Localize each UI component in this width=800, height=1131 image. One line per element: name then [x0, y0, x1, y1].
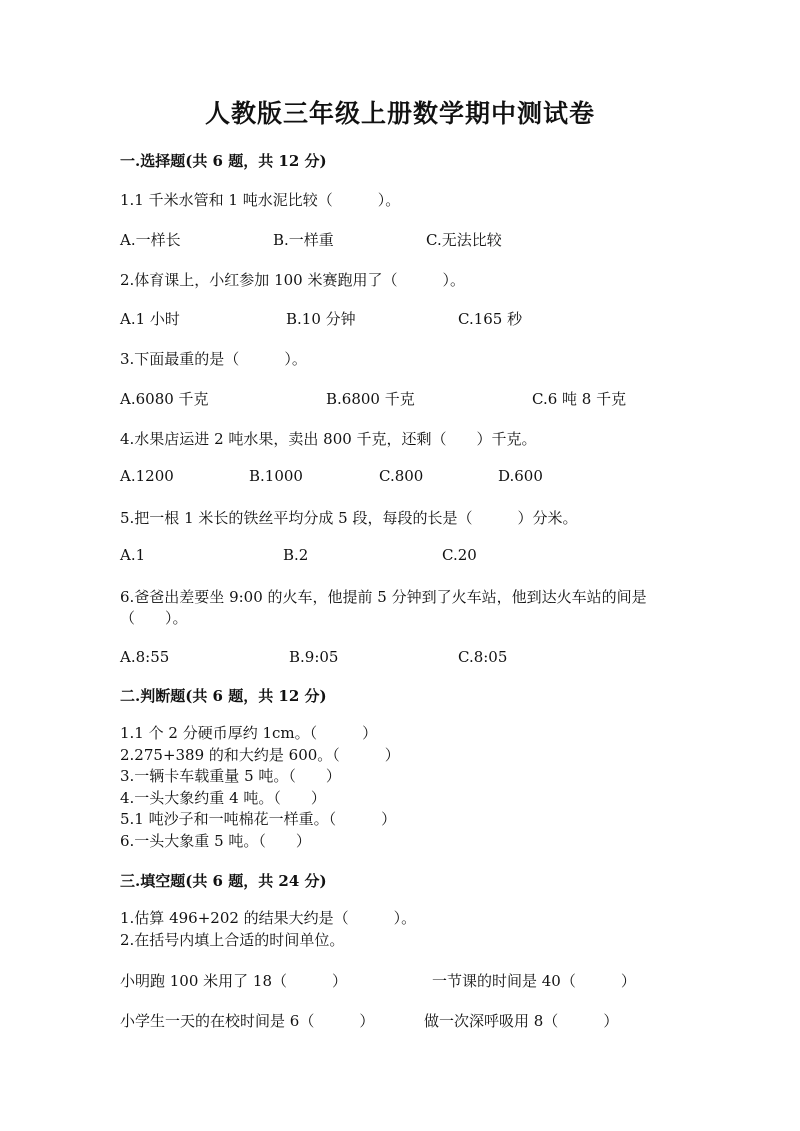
judge-item-5: 5.1 吨沙子和一吨棉花一样重。（ ） — [120, 810, 397, 828]
judge-item-3: 3.一辆卡车载重量 5 吨。（ ） — [120, 767, 341, 785]
fill-blank-4: 做一次深呼吸用 8（ ） — [424, 1012, 619, 1030]
question-6-line2: （ ）。 — [120, 609, 188, 627]
question-1: 1.1 千米水管和 1 吨水泥比较（ ）。 — [120, 191, 401, 209]
question-5: 5.把一根 1 米长的铁丝平均分成 5 段，每段的长是（ ）分米。 — [120, 509, 578, 527]
judge-item-1: 1.1 个 2 分硬币厚约 1cm。（ ） — [120, 724, 378, 742]
judge-item-6: 6.一头大象重 5 吨。（ ） — [120, 831, 311, 850]
question-6-line1: 6.爸爸出差要坐 9:00 的火车，他提前 5 分钟到了火车站，他到达火车站的间是 — [120, 588, 647, 606]
option-2c: C.165 秒 — [458, 310, 523, 328]
option-6a: A.8:55 — [120, 648, 170, 666]
fill-blank-3: 小学生一天的在校时间是 6（ ） — [120, 1012, 375, 1030]
option-3a: A.6080 千克 — [120, 390, 209, 408]
option-4a: A.1200 — [120, 467, 174, 485]
option-3c: C.6 吨 8 千克 — [532, 390, 627, 408]
judge-list — [120, 723, 400, 852]
question-3: 3.下面最重的是（ ）。 — [120, 350, 307, 368]
option-2a: A.1 小时 — [120, 310, 180, 328]
fill-item-1: 1.估算 496+202 的结果大约是（ ）。 — [120, 909, 417, 927]
option-5c: C.20 — [442, 546, 477, 564]
option-4c: C.800 — [379, 467, 424, 485]
option-5a: A.1 — [120, 546, 146, 564]
option-1b: B.一样重 — [273, 231, 334, 249]
option-1c: C.无法比较 — [426, 231, 502, 249]
option-4d: D.600 — [498, 467, 543, 485]
option-6b: B.9:05 — [289, 648, 339, 666]
option-2b: B.10 分钟 — [286, 310, 356, 328]
section-heading-choice: 一.选择题(共 6 题，共 12 分) — [120, 152, 327, 170]
option-1a: A.一样长 — [120, 231, 181, 249]
fill-blank-1: 小明跑 100 米用了 18（ ） — [120, 972, 348, 990]
question-4: 4.水果店运进 2 吨水果，卖出 800 千克，还剩（ ）千克。 — [120, 430, 537, 448]
fill-item-2: 2.在括号内填上合适的时间单位。 — [120, 930, 345, 949]
option-4b: B.1000 — [249, 467, 303, 485]
judge-item-4: 4.一头大象约重 4 吨。（ ） — [120, 788, 326, 807]
option-3b: B.6800 千克 — [326, 390, 415, 408]
fill-list — [120, 908, 416, 951]
page-title: 人教版三年级上册数学期中测试卷 — [204, 99, 595, 128]
question-2: 2.体育课上，小红参加 100 米赛跑用了（ ）。 — [120, 271, 465, 289]
option-5b: B.2 — [283, 546, 309, 564]
section-heading-judge: 二.判断题(共 6 题，共 12 分) — [120, 687, 327, 705]
option-6c: C.8:05 — [458, 648, 508, 666]
fill-blank-2: 一节课的时间是 40（ ） — [432, 972, 636, 990]
judge-item-2: 2.275+389 的和大约是 600。（ ） — [120, 745, 400, 764]
section-heading-fill: 三.填空题(共 6 题，共 24 分) — [120, 872, 327, 890]
